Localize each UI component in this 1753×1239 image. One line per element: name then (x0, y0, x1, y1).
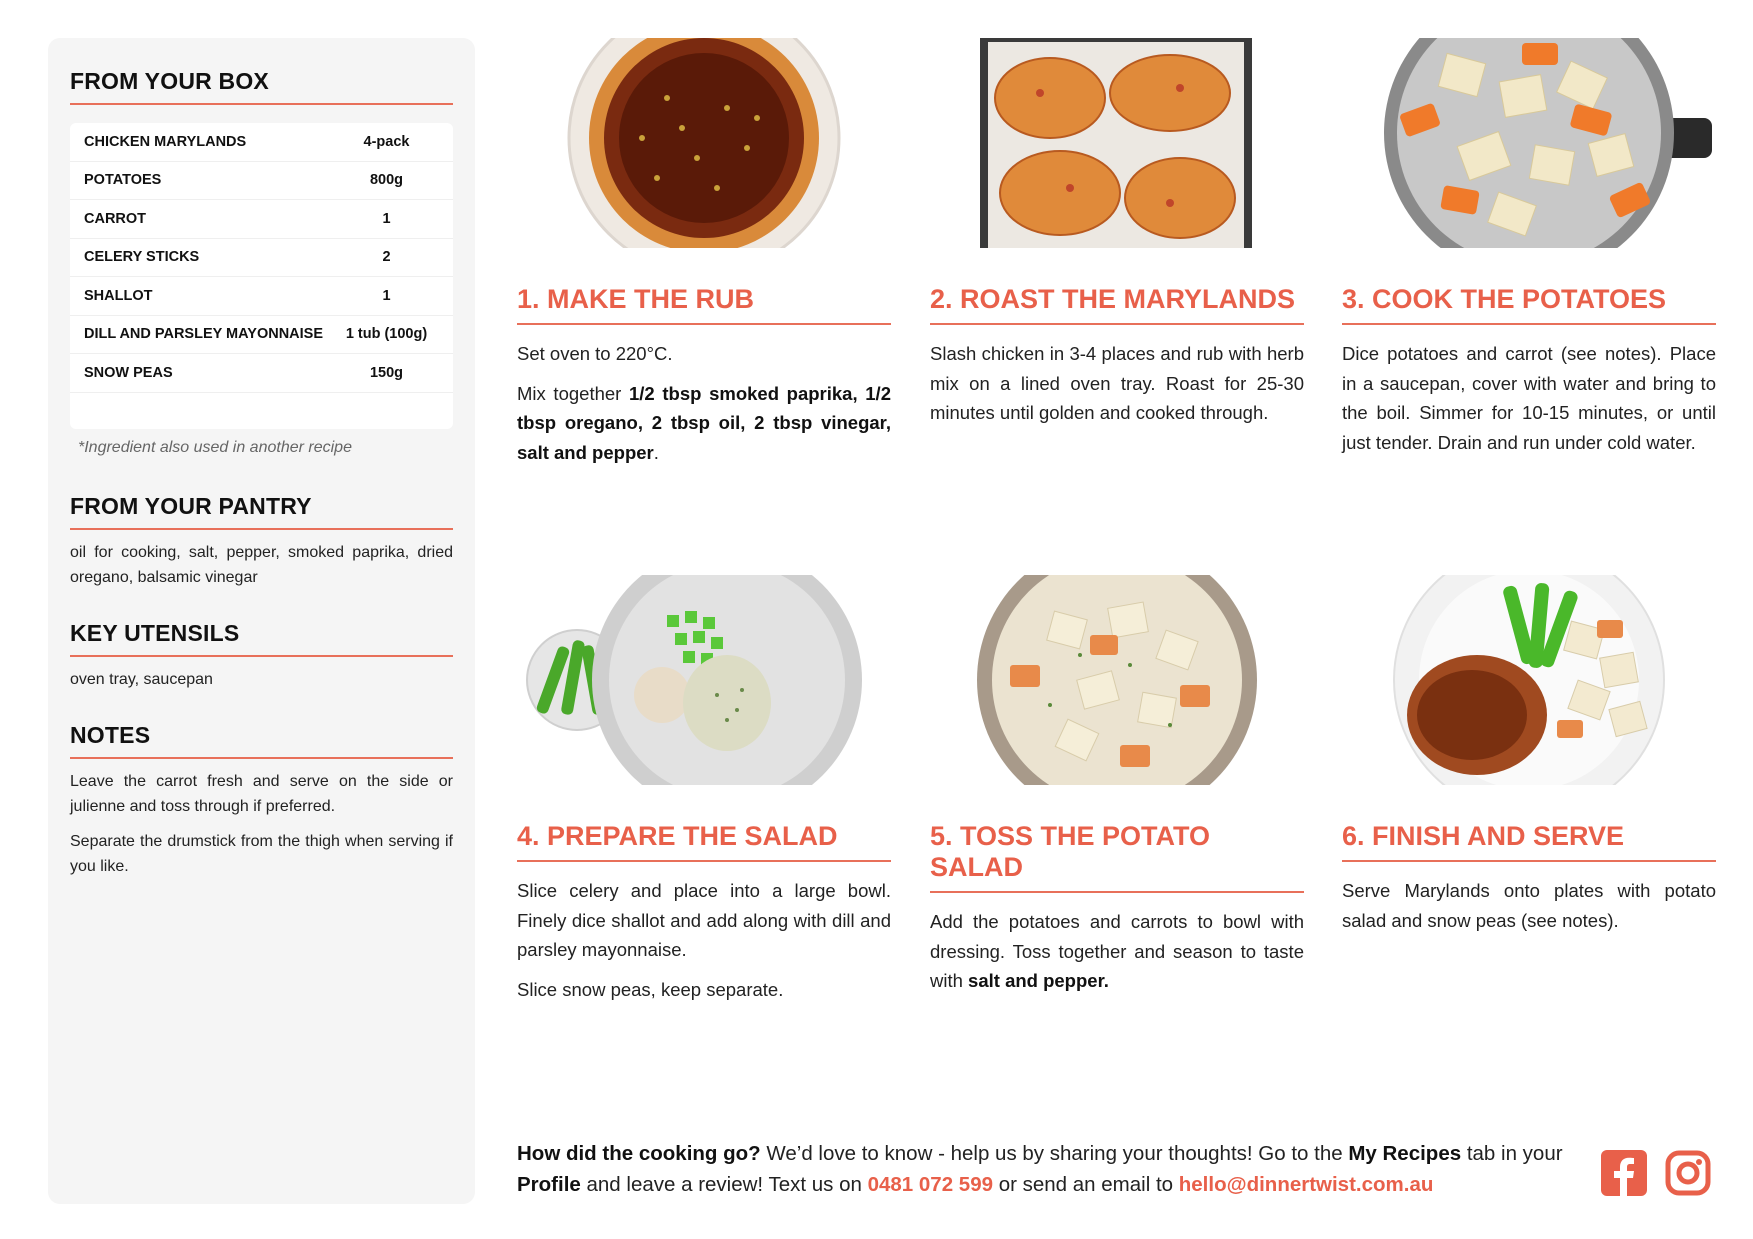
ingredient-qty: 1 (382, 210, 391, 227)
pantry-text: oil for cooking, salt, pepper, smoked paprika, dried oregano, balsamic vinegar (70, 543, 453, 586)
ingredient-qty: 1 (382, 287, 391, 304)
step-3 (1342, 38, 1716, 467)
step-paragraph (517, 379, 891, 468)
phone-link[interactable]: 0481 072 599 (867, 1173, 993, 1196)
step-body (1342, 339, 1716, 457)
step-title: 3. COOK THE POTATOES (1342, 284, 1716, 325)
step-paragraph (517, 339, 891, 369)
ingredient-row (70, 316, 453, 355)
step-emphasis: salt and pepper. (968, 970, 1109, 991)
step-body (930, 907, 1304, 996)
step-emphasis: 1/2 tbsp smoked paprika, 1/2 tbsp oregano, 2 tbsp oil, 2 tbsp vinegar, salt and pepper (517, 382, 891, 463)
ingredients-sidebar (48, 38, 475, 1204)
potatoes-saucepan-photo (1342, 38, 1716, 248)
step-5 (930, 575, 1304, 1006)
step-text: Add the potatoes and carrots to bowl with dressing. Toss together and season to taste with (930, 911, 1304, 991)
step-title: 6. FINISH AND SERVE (1342, 821, 1716, 862)
feedback-footer (517, 1138, 1577, 1200)
feedback-text: We’d love to know - help us by sharing your thoughts! Go to the (760, 1142, 1349, 1165)
step-paragraph (1342, 876, 1716, 935)
salad-prep-photo (517, 575, 891, 785)
ingredient-qty: 2 (382, 249, 391, 266)
my-recipes-label: My Recipes (1348, 1142, 1462, 1165)
instagram-icon[interactable] (1665, 1150, 1711, 1196)
step-title: 5. TOSS THE POTATO SALAD (930, 821, 1304, 893)
step-paragraph (517, 876, 891, 965)
ingredient-row (70, 162, 453, 201)
ingredient-row (70, 354, 453, 393)
ingredient-name: SNOW PEAS (84, 364, 173, 381)
step-paragraph (517, 975, 891, 1005)
ingredient-note: *Ingredient also used in another recipe (78, 438, 352, 456)
step-1 (517, 38, 891, 477)
roast-chicken-photo (930, 38, 1304, 248)
ingredient-qty: 4-pack (363, 133, 410, 150)
ingredient-row (70, 239, 453, 278)
step-paragraph (1342, 339, 1716, 457)
potato-salad-bowl-photo (930, 575, 1304, 785)
step-title: 1. MAKE THE RUB (517, 284, 891, 325)
step-body (517, 339, 891, 467)
ingredients-table (70, 123, 453, 429)
step-2 (930, 38, 1304, 438)
rub-bowl-photo (517, 38, 891, 248)
feedback-text: tab in your (1461, 1142, 1563, 1165)
step-text: Mix together (517, 382, 629, 404)
email-link[interactable]: hello@dinnertwist.com.au (1178, 1173, 1434, 1196)
ingredient-qty: 800g (369, 172, 404, 189)
step-text: Slice celery and place into a large bowl. Finely dice shallot and add along with dill and parsley mayonnaise. (517, 880, 891, 960)
ingredient-row (70, 277, 453, 316)
plated-dish-photo (1342, 575, 1716, 785)
utensils-text: oven tray, saucepan (70, 670, 213, 688)
ingredient-qty: 150g (369, 364, 404, 381)
step-6 (1342, 575, 1716, 945)
from-your-pantry-title: FROM YOUR PANTRY (70, 493, 453, 530)
step-body (930, 339, 1304, 428)
feedback-text: or send an email to (993, 1173, 1179, 1196)
ingredient-name: CELERY STICKS (84, 249, 200, 266)
step-text: . (653, 441, 659, 463)
ingredient-name: DILL AND PARSLEY MAYONNAISE (84, 326, 324, 343)
profile-label: Profile (517, 1173, 581, 1196)
step-text: Set oven to 220°C. (517, 343, 673, 364)
ingredient-row (70, 123, 453, 162)
step-title: 2. ROAST THE MARYLANDS (930, 284, 1304, 325)
feedback-question: How did the cooking go? (517, 1142, 761, 1165)
step-text: Slice snow peas, keep separate. (517, 978, 784, 1000)
ingredient-row (70, 200, 453, 239)
note-text: Separate the drumstick from the thigh when serving if you like. (70, 832, 453, 875)
step-text: Slash chicken in 3-4 places and rub with herb mix on a lined oven tray. Roast for 25-30 minutes until golden and cooked through. (930, 343, 1304, 423)
step-title: 4. PREPARE THE SALAD (517, 821, 891, 862)
ingredient-name: SHALLOT (84, 287, 153, 304)
notes-title: NOTES (70, 722, 453, 759)
step-4 (517, 575, 891, 1014)
ingredient-name: CHICKEN MARYLANDS (84, 133, 247, 150)
ingredient-name: POTATOES (84, 172, 162, 189)
step-body (517, 876, 891, 1004)
step-text: Dice potatoes and carrot (see notes). Place in a saucepan, cover with water and bring to the boil. Simmer for 10-15 minutes, or until just tender. Drain and run under cold water. (1342, 343, 1716, 453)
step-text: Serve Marylands onto plates with potato salad and snow peas (see notes). (1342, 880, 1716, 931)
facebook-icon[interactable] (1601, 1150, 1647, 1196)
step-paragraph (930, 907, 1304, 996)
key-utensils-title: KEY UTENSILS (70, 620, 453, 657)
step-paragraph (930, 339, 1304, 428)
note-text: Leave the carrot fresh and serve on the side or julienne and toss through if preferred. (70, 772, 453, 815)
ingredient-name: CARROT (84, 210, 147, 227)
from-your-box-title: FROM YOUR BOX (70, 68, 453, 105)
step-body (1342, 876, 1716, 935)
feedback-text: and leave a review! Text us on (580, 1173, 868, 1196)
ingredient-qty: 1 tub (100g) (345, 326, 428, 343)
